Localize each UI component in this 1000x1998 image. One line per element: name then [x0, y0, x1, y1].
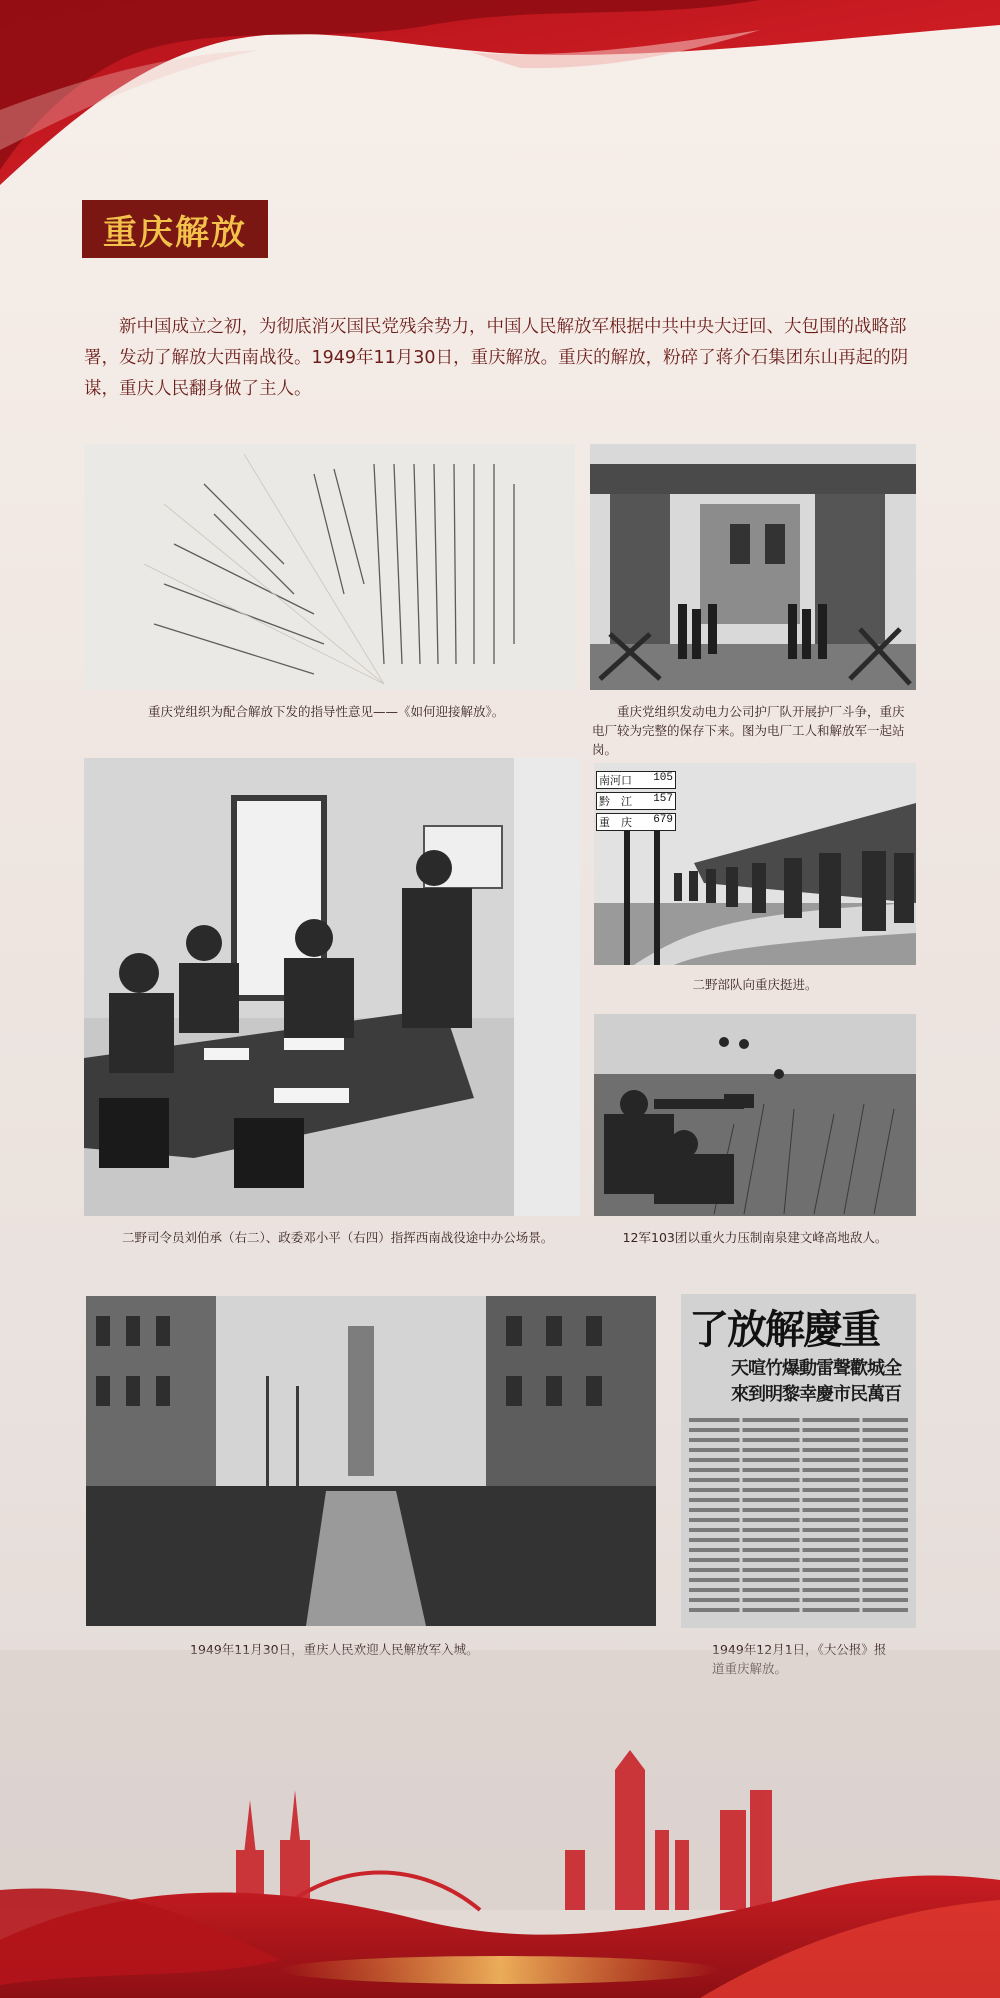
newspaper-caption: 1949年12月1日，《大公报》报道重庆解放。	[712, 1642, 887, 1676]
crowd-welcome-photo	[86, 1296, 656, 1626]
powerplant-gate-photo	[590, 444, 916, 690]
sign-row3-num: 679	[653, 814, 673, 826]
sign-row1-name: 南河口	[599, 776, 632, 788]
handwritten-document-photo	[84, 444, 575, 690]
sign-row2-num: 157	[653, 793, 673, 805]
bottom-skyline-decoration	[0, 1590, 1000, 1998]
crowd-caption: 1949年11月30日，重庆人民欢迎人民解放军入城。	[190, 1642, 479, 1657]
newspaper-photo	[681, 1294, 916, 1628]
office-caption: 二野司令员刘伯承（右二）、政委邓小平（右四）指挥西南战役途中办公场景。	[122, 1230, 554, 1245]
section-title: 重庆解放	[82, 200, 268, 258]
sign-row3-name: 重 庆	[599, 818, 632, 830]
march-caption: 二野部队向重庆挺进。	[692, 977, 818, 992]
newspaper-subhead-1: 天喧竹爆動雷聲歡城全	[731, 1358, 901, 1379]
intro-paragraph: 新中国成立之初，为彻底消灭国民党残余势力，中国人民解放军根据中共中央大迂回、大包围的战略部署，发动了解放大西南战役。1949年11月30日，重庆解放。重庆的解放，粉碎了蒋介石集团东山再起的阴谋，重庆人民翻身做了主人。	[84, 317, 909, 399]
sign-row2-name: 黔 江	[599, 797, 632, 809]
top-red-ribbon	[0, 0, 1000, 200]
newspaper-headline: 了放解慶重	[689, 1306, 879, 1353]
sign-row1-num: 105	[653, 772, 673, 784]
powerplant-caption: 重庆党组织发动电力公司护厂队开展护厂斗争，重庆电厂较为完整的保存下来。图为电厂工人和解放军一起站岗。	[592, 704, 905, 757]
battle-caption: 12军103团以重火力压制南泉建文峰高地敌人。	[622, 1230, 888, 1245]
troops-marching-photo	[594, 763, 916, 965]
newspaper-subhead-2: 來到明黎幸慶市民萬百	[731, 1384, 901, 1405]
document-caption: 重庆党组织为配合解放下发的指导性意见——《如何迎接解放》。	[148, 704, 505, 719]
battle-photo	[594, 1014, 916, 1216]
command-office-photo	[84, 758, 580, 1216]
road-sign	[596, 771, 676, 831]
